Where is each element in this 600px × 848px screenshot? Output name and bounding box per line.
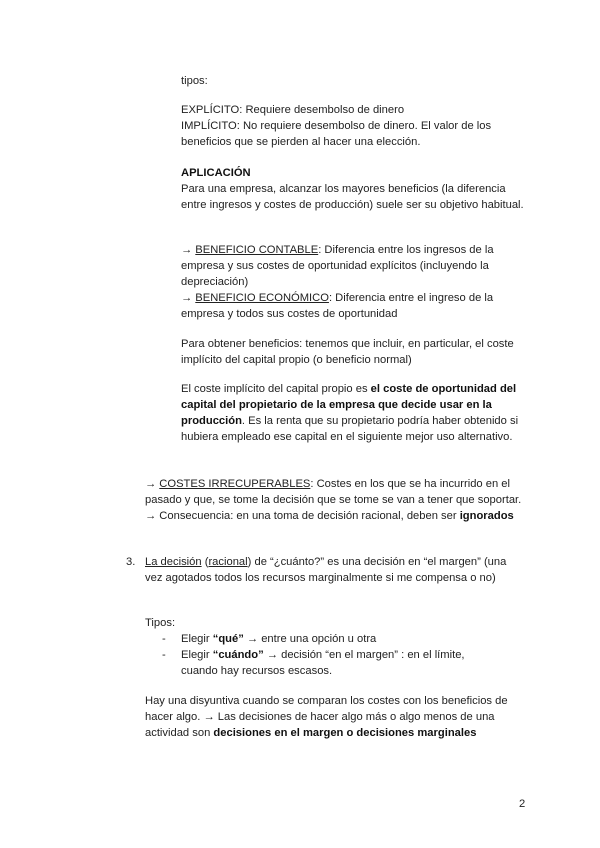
arrow-icon: → [181,244,193,256]
beneficio-economico-definition: : Diferencia entre el ingreso de la empresa y todos sus costes de oportunidad [181,292,494,320]
ignorados-bold: ignorados [459,510,514,522]
beneficio-economico-term: BENEFICIO ECONÓMICO [195,292,329,304]
la-decision-term: La decisión [145,556,202,568]
list-item-que: Elegir “qué” → entre una opción u otra [181,633,377,645]
beneficio-economico-paragraph [181,290,526,322]
arrow-icon: → [145,478,157,490]
list-dash: - [162,649,166,661]
costes-irrecuperables-term: COSTES IRRECUPERABLES [159,478,311,490]
tipos-heading: Tipos: [145,617,176,629]
list-item-cuando: Elegir “cuándo” → decisión “en el margen” : en el límite, cuando hay recursos escasos. [181,649,465,677]
explicito-line: EXPLÍCITO: Requiere desembolso de dinero [181,104,405,116]
implicito-paragraph: IMPLÍCITO: No requiere desembolso de dinero. El valor de los beneficios que se pierden al hacer una elección. [181,120,492,148]
decisiones-margen-bold: decisiones en el margen o decisiones marginales [213,727,477,739]
racional-term: racional [208,556,248,568]
list-number-3: 3. [126,556,136,568]
obtener-beneficios-paragraph: Para obtener beneficios: tenemos que incluir, en particular, el coste implícito del capital propio (o beneficio normal) [181,338,514,366]
disyuntiva-paragraph: Hay una disyuntiva cuando se comparan los costes con los beneficios de hacer algo. → Las decisiones de hacer algo más o algo menos de una actividad son decisiones en el margen o decisiones marginales [145,695,508,739]
aplicacion-paragraph: Para una empresa, alcanzar los mayores beneficios (la diferencia entre ingresos y costes de producción) suele ser su objetivo habitual. [181,183,524,211]
cuando-bold: “cuándo” [212,649,264,661]
tipos-line: tipos: [181,75,208,87]
coste-implicito-paragraph: El coste implícito del capital propio es el coste de oportunidad del capital del propietario de la empresa que decide usar en la producción. Es la renta que su propietario podría haber obtenido si hubiera empleado ese capital en el siguiente mejor uso alternativo. [181,383,519,443]
list-dash: - [162,633,166,645]
beneficio-contable-definition: : Diferencia entre los ingresos de la empresa y sus costes de oportunidad explícitos (incluyendo la depreciación) [181,244,494,288]
page-number: 2 [519,798,526,810]
que-bold: “qué” [212,633,244,645]
beneficio-contable-term: BENEFICIO CONTABLE [195,244,319,256]
beneficio-contable-paragraph [181,242,526,290]
costes-irrecuperables-paragraph: → COSTES IRRECUPERABLES: Costes en los que se ha incurrido en el pasado y que, se tome la decisión que se tome se van a tener que soportar. → Consecuencia: en una toma de decisión racional, deben ser ignorados [145,478,522,522]
decision-paragraph: La decisión (racional) de “¿cuánto?” es una decisión en “el margen” (una vez agotados todos los recursos marginalmente si me compensa o no) [145,556,507,584]
arrow-icon: → [181,292,193,304]
coste-implicito-bold: el coste de oportunidad del capital del propietario de la empresa que decide usar en la producción [181,383,517,427]
aplicacion-heading: APLICACIÓN [181,167,251,179]
